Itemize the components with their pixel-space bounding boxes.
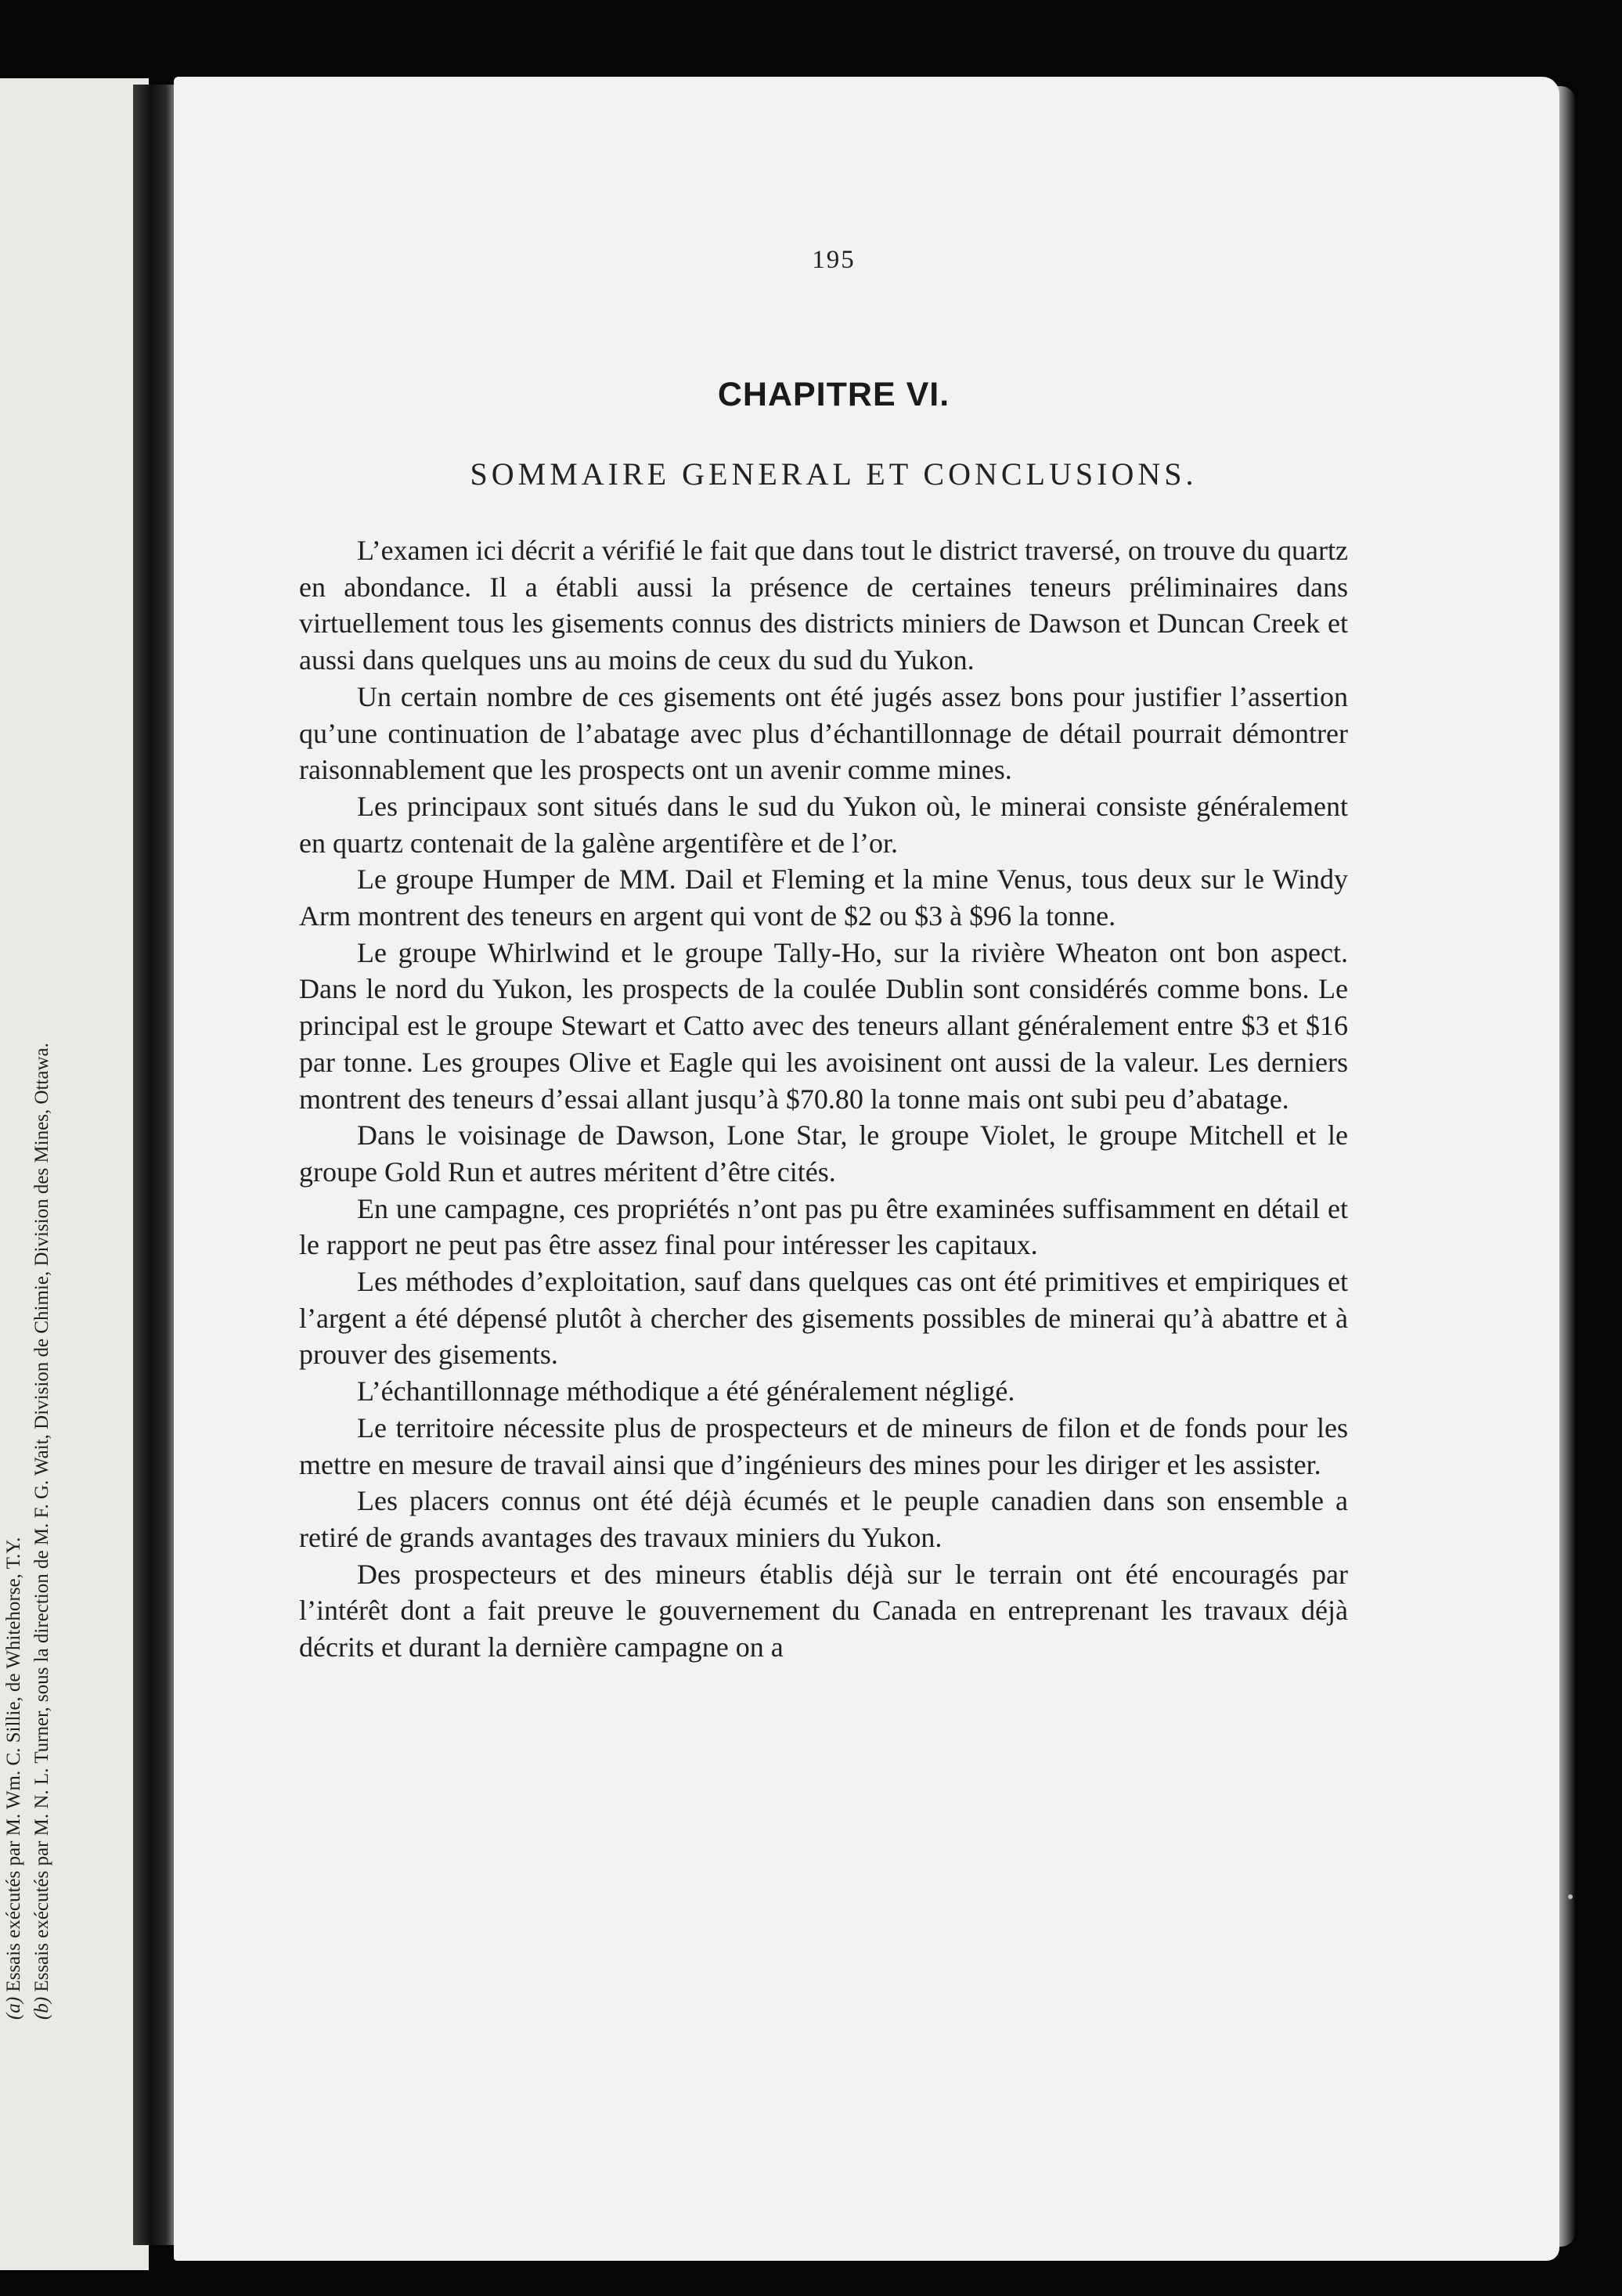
paragraph: Le groupe Whirlwind et le groupe Tally-Ho, sur la rivière Wheaton ont bon aspect. Dans le nord du Yukon, les prospects de la coulée Dublin sont considérés comme bons. Le principal est le groupe Stewart et Catto avec des teneurs allant généralement entre $3 et $16 par tonne. Les groupes Olive et Eagle qui les avoisinent ont aussi de la valeur. Les derniers montrent des teneurs d’essai allant jusqu’à $70.80 la tonne mais ont subi peu d’abatage. <box>299 936 1348 1115</box>
paragraph: Des prospecteurs et des mineurs établis déjà sur le terrain ont été encouragés par l’intérêt dont a fait preuve le gouvernement du Canada en entreprenant les travaux déjà décrits et durant la dernière campagne on a <box>299 1558 1348 1663</box>
footnote-b-marker: (b) <box>31 1996 52 2020</box>
paragraph: Un certain nombre de ces gisements ont été jugés assez bons pour justifier l’assertion qu’une continuation de l’abatage avec plus d’échantillonnage de détail pourrait démontrer raisonnablement que les prospects ont un avenir comme mines. <box>299 680 1348 786</box>
footnote-a-text: Essais exécutés par M. Wm. C. Sillie, de Whitehorse, T.Y. <box>3 1537 24 1992</box>
scan-speck <box>1568 1894 1573 1899</box>
rotated-footnotes <box>0 736 56 2020</box>
section-title: SOMMAIRE GENERAL ET CONCLUSIONS. <box>470 456 1198 492</box>
footnote-b <box>28 736 56 2020</box>
paragraph: L’échantillonnage méthodique a été généralement négligé. <box>357 1375 1015 1408</box>
paragraph: Les placers connus ont été déjà écumés et le peuple canadien dans son ensemble a retiré de grands avantages des travaux miniers du Yukon. <box>299 1485 1348 1553</box>
footnote-b-text: Essais exécutés par M. N. L. Turner, sous la direction de M. F. G. Wait, Division de Chimie, Division des Mines, Ottawa. <box>31 1043 52 1992</box>
footnote-a-marker: (a) <box>3 1996 24 2020</box>
paragraph: Les principaux sont situés dans le sud du Yukon où, le minerai consiste généralement en quartz contenait de la galène argentifère et de l’or. <box>299 790 1348 859</box>
facing-page <box>0 78 149 2270</box>
paragraph: L’examen ici décrit a vérifié le fait que dans tout le district traversé, on trouve du quartz en abondance. Il a établi aussi la présence de certaines teneurs préliminaires dans virtuellement tous les gisements connus des districts miniers de Dawson et Duncan Creek et aussi dans quelques uns au moins de ceux du sud du Yukon. <box>299 535 1348 676</box>
paragraph: Les méthodes d’exploitation, sauf dans quelques cas ont été primitives et empiriques et l’argent a été dépensé plutôt à chercher des gisements possibles de minerai qu’à abattre et à prouver des gisements. <box>299 1266 1348 1371</box>
footnote-a <box>0 736 28 2020</box>
paragraph: Le groupe Humper de MM. Dail et Fleming et la mine Venus, tous deux sur le Windy Arm montrent des teneurs en argent qui vont de $2 ou $3 à $96 la tonne. <box>299 863 1348 932</box>
paragraph: Dans le voisinage de Dawson, Lone Star, le groupe Violet, le groupe Mitchell et le groupe Gold Run et autres méritent d’être cités. <box>299 1119 1348 1188</box>
body-text <box>299 532 1348 1666</box>
page-number: 195 <box>812 246 856 274</box>
book-gutter <box>133 85 177 2245</box>
paragraph: En une campagne, ces propriétés n’ont pas pu être examinées suffisamment en détail et le rapport ne peut pas être assez final pour intéresser les capitaux. <box>299 1192 1348 1261</box>
paragraph: Le territoire nécessite plus de prospecteurs et de mineurs de filon et de fonds pour les mettre en mesure de travail ainsi que d’ingénieurs des mines pour les diriger et les assister. <box>299 1411 1348 1480</box>
chapter-title: CHAPITRE VI. <box>717 376 950 413</box>
